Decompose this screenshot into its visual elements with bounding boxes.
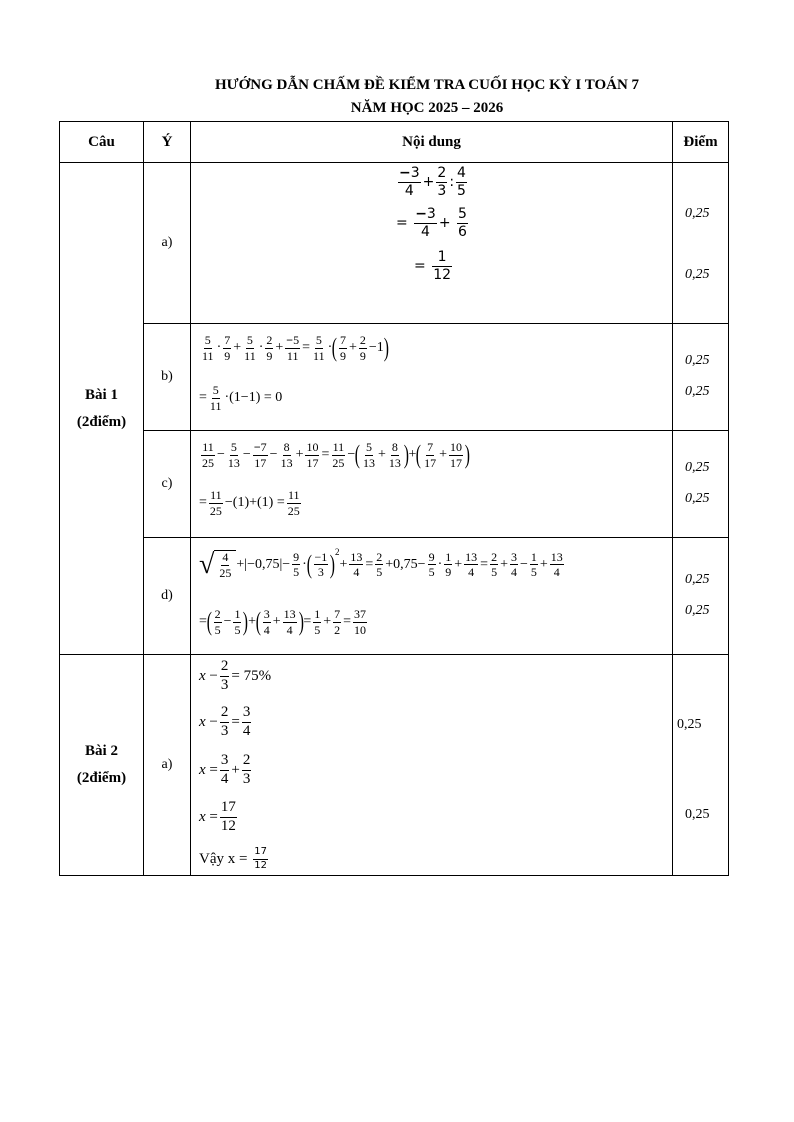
score-cell xyxy=(673,538,729,655)
math-expression: $\frac{11}{25}$ − $\frac{5}{13}$ − $\frac{-7}{17}$ − $\frac{8}{13}$ + $\frac{10}{17}$ = $\frac{11}{25}$ − ( $\frac{5}{13}$ + $\frac{8}{13}$ ) + ( $\frac{7}{17}$ + $\frac{10}{17}$ ) = $\frac{11}{25}$ −(1)+(1) = $\frac{11}{25}$ xyxy=(199,440,470,518)
header-diem: Điểm xyxy=(673,122,729,163)
table-row xyxy=(60,431,729,538)
bai2-cell xyxy=(60,655,144,876)
score-cell xyxy=(673,163,729,324)
table-row xyxy=(60,538,729,655)
score-value: 0,25 xyxy=(685,384,710,399)
math-expression: $\frac{-3}{4}$ + $\frac{2}{3}$ : $\frac{4}{5}$ = $\frac{-3}{4}$ + $\frac{5}{6}$ = $\frac{1}{12}$ xyxy=(396,165,467,283)
header-y: Ý xyxy=(144,122,191,163)
bai1-points: (2điểm) xyxy=(76,413,127,430)
row-label: b) xyxy=(144,324,191,431)
bai2-points: (2điểm) xyxy=(76,770,127,786)
score-cell xyxy=(673,431,729,538)
row-label: a) xyxy=(144,163,191,324)
grading-table xyxy=(59,121,729,876)
conclusion-text: Vậy x = xyxy=(199,850,248,867)
content-cell xyxy=(191,431,673,538)
bai2-label: Bài 2 xyxy=(85,743,118,759)
score-value: 0,25 xyxy=(685,206,710,221)
header-noi-dung: Nội dung xyxy=(191,122,673,163)
score-cell xyxy=(673,655,729,876)
header-row xyxy=(60,122,729,163)
score-value: 0,25 xyxy=(685,603,710,618)
row-label: a) xyxy=(144,655,191,876)
score-value: 0,25 xyxy=(685,267,710,282)
score-value: 0,25 xyxy=(685,353,710,368)
page-title: HƯỚNG DẪN CHẤM ĐỀ KIỂM TRA CUỐI HỌC KỲ I TOÁN 7 xyxy=(214,77,640,93)
math-expression: √ $\frac{4}{25}$ +|−0,75|− $\frac{9}{5}$ · ( $\frac{-1}{3}$ ) 2 + $\frac{13}{4}$ = $\frac{2}{5}$ +0,75− $\frac{9}{5}$ · $\frac{1}{9}$ + $\frac{13}{4}$ = $\frac{2}{5}$ + $\frac{3}{4}$ − $\frac{1}{5}$ + $\frac{13}{4}$ = ( $\frac{2}{5}$ − $\frac{1}{5}$ ) + ( $\frac{3}{4}$ + $\frac{13}{4}$ ) = $\frac{1}{5}$ + $\frac{7}{2}$ = $\frac{37}{10}$ xyxy=(199,547,563,637)
bai1-label: Bài 1 xyxy=(85,386,118,403)
score-value: 0,25 xyxy=(677,717,702,732)
score-value: 0,25 xyxy=(685,460,710,475)
content-cell xyxy=(191,163,673,324)
row-label: c) xyxy=(144,431,191,538)
math-expression: x − $\frac{2}{3}$ = 75% x − $\frac{2}{3}$ = $\frac{3}{4}$ x = $\frac{3}{4}$ + $\frac{2}{3}$ x = $\frac{17}{12}$ Vậy x = $\frac{17}{12}$ xyxy=(199,658,272,871)
table-row xyxy=(60,324,729,431)
score-value: 0,25 xyxy=(685,807,710,822)
content-cell xyxy=(191,655,673,876)
row-label: d) xyxy=(144,538,191,655)
content-cell xyxy=(191,324,673,431)
score-value: 0,25 xyxy=(685,572,710,587)
header-cau: Câu xyxy=(60,122,144,163)
page-subtitle: NĂM HỌC 2025 – 2026 xyxy=(350,100,504,116)
math-expression: $\frac{5}{11}$ · $\frac{7}{9}$ + $\frac{5}{11}$ · $\frac{2}{9}$ + $\frac{-5}{11}$ = $\frac{5}{11}$ · ( $\frac{7}{9}$ + $\frac{2}{9}$ −1 ) = $\frac{5}{11}$ ·(1−1) = 0 xyxy=(199,333,389,413)
bai1-cell xyxy=(60,163,144,655)
table-row xyxy=(60,655,729,876)
content-cell xyxy=(191,538,673,655)
score-value: 0,25 xyxy=(685,491,710,506)
score-cell xyxy=(673,324,729,431)
table-row xyxy=(60,163,729,324)
